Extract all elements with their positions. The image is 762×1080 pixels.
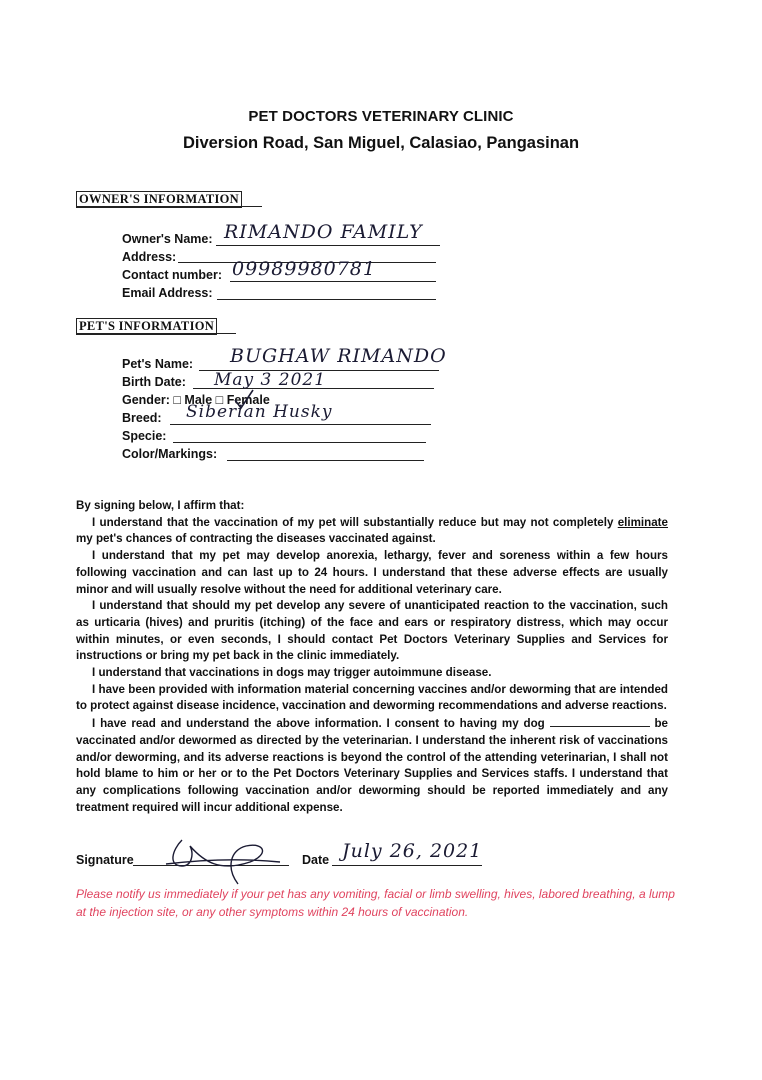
contact-field[interactable]	[230, 281, 436, 282]
consent-intro: By signing below, I affirm that:	[76, 499, 245, 512]
date-field[interactable]	[332, 865, 482, 866]
consent-p6-start: I have read and understand the above information. I consent to having my dog	[92, 717, 545, 731]
birth-date-label: Birth Date:	[122, 375, 186, 389]
color-markings-field[interactable]	[227, 460, 424, 461]
breed-field[interactable]	[170, 424, 431, 425]
gender-label: Gender: □ Male □ Female	[122, 393, 270, 407]
specie-label: Specie:	[122, 429, 167, 443]
address-label: Address:	[122, 250, 177, 264]
consent-paragraph: I understand that my pet may develop anorexia, lethargy, fever and soreness within a few hours following vaccination and can last up to 24 hours. I understand that these adverse effects are usually minor and will usually resolve without the need for additional veterinary care.	[76, 549, 668, 596]
owner-name-label: Owner's Name:	[122, 232, 213, 246]
clinic-name: PET DOCTORS VETERINARY CLINIC	[248, 108, 514, 125]
contact-label: Contact number:	[122, 268, 222, 282]
consent-paragraph: I have been provided with information material concerning vaccines and/or deworming that are intended to protect against disease incidence, vaccination and deworming recommendations and adverse reactions.	[76, 682, 668, 713]
section-divider	[76, 333, 236, 334]
consent-paragraph	[76, 515, 668, 548]
date-value: July 26, 2021	[342, 840, 483, 862]
contact-value: 09989980781	[232, 258, 376, 280]
consent-p1-end: my pet's chances of contracting the diseases vaccinated against.	[76, 532, 436, 546]
consent-paragraph	[76, 715, 668, 816]
color-markings-label: Color/Markings:	[122, 447, 218, 461]
dog-name-blank[interactable]	[550, 715, 650, 727]
specie-field[interactable]	[173, 442, 426, 443]
consent-text	[76, 498, 668, 816]
signature-scribble-icon	[160, 832, 300, 888]
consent-paragraph: I understand that should my pet develop any severe of unanticipated reaction to the vaccination, such as urticaria (hives) and pruritis (itching) of the face and ears or respiratory distress, which may occur within minutes, or even seconds, I should contact Pet Doctors Veterinary Supplies and Services for instructions or bring my pet back in the clinic immediately.	[76, 599, 668, 663]
section-divider	[76, 206, 262, 207]
birth-date-value: May 3 2021	[214, 370, 327, 390]
clinic-address: Diversion Road, San Miguel, Calasiao, Pangasinan	[182, 134, 580, 152]
email-field[interactable]	[217, 299, 436, 300]
consent-p1-start: I understand that the vaccination of my pet will substantially reduce but may not completely	[92, 515, 614, 529]
consent-p6-end: be vaccinated and/or dewormed as directed by the veterinarian. I understand the inherent risk of vaccinations and/or deworming, and its adverse reactions is beyond the control of the attending veterinarian, I shall not hold blame to him or her or to the Pet Doctors Veterinary Supplies and Services staffs. I understand that any complications following vaccination and/or deworming should be reported immediately and any treatment required will incur additional expense.	[76, 717, 668, 814]
signature-label: Signature	[76, 853, 134, 867]
pet-section-title: PET'S INFORMATION	[76, 318, 217, 335]
owner-section-title: OWNER'S INFORMATION	[76, 191, 242, 208]
breed-value: Siberian Husky	[186, 402, 333, 422]
underlined-word: eliminate	[617, 515, 668, 529]
email-label: Email Address:	[122, 286, 213, 300]
date-label: Date	[302, 853, 330, 867]
owner-name-field[interactable]	[216, 245, 440, 246]
aftercare-note: Please notify us immediately if your pet has any vomiting, facial or limb swelling, hives, labored breathing, a lump at the injection site, or any other symptoms within 24 hours of vaccination.	[76, 887, 675, 919]
owner-name-value: RIMANDO FAMILY	[224, 221, 423, 243]
breed-label: Breed:	[122, 411, 162, 425]
pet-name-label: Pet's Name:	[122, 357, 194, 371]
consent-paragraph: I understand that vaccinations in dogs may trigger autoimmune disease.	[92, 666, 492, 680]
pet-name-value: BUGHAW RIMANDO	[230, 345, 447, 367]
